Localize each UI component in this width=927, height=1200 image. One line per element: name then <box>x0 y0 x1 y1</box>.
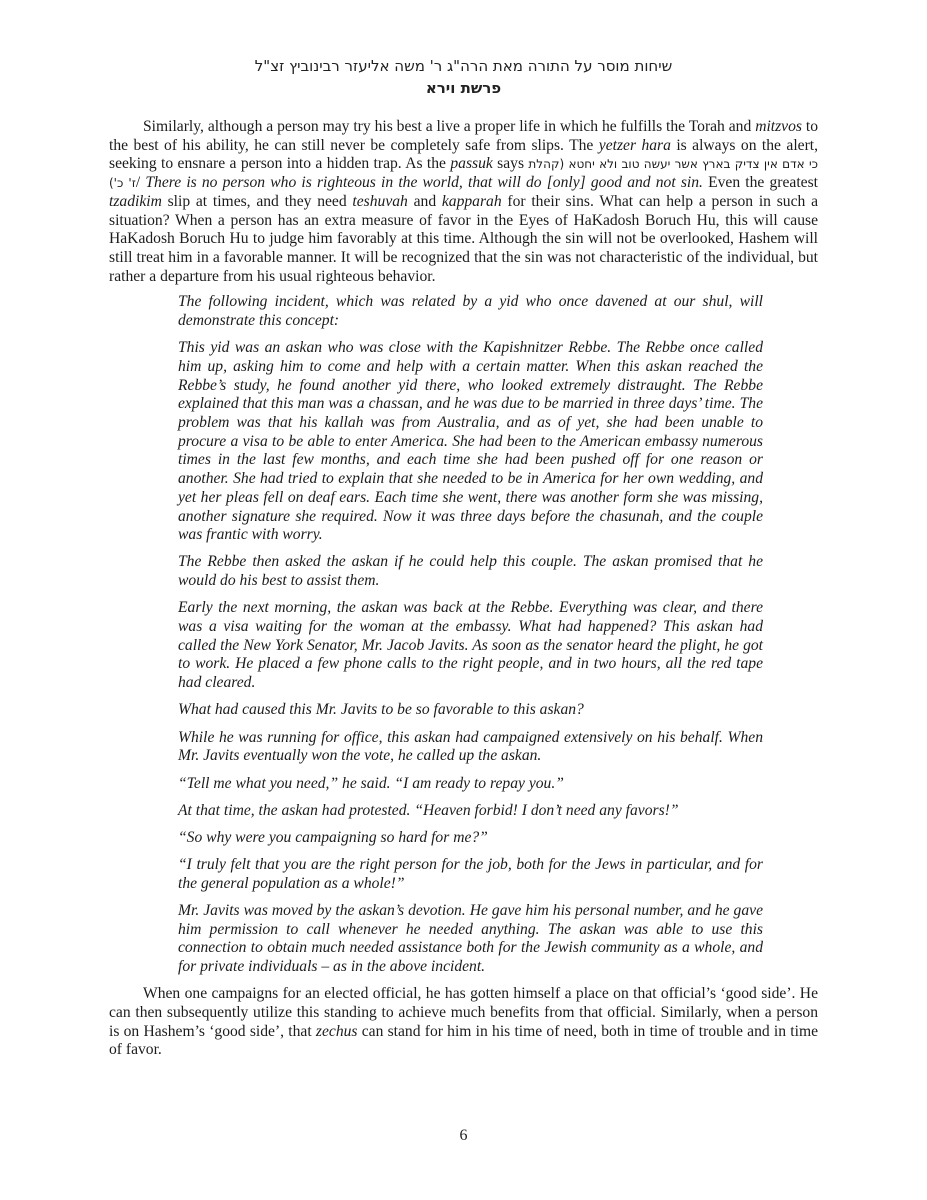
italic-term: kapparah <box>441 192 502 210</box>
intro-paragraph <box>109 118 818 286</box>
italic-term: mitzvos <box>755 118 802 135</box>
story-paragraph: “Tell me what you need,” he said. “I am ready to repay you.” <box>178 774 564 792</box>
header-parsha: פרשת וירא <box>425 79 502 97</box>
text-run: Similarly, although a person may try his best a live a proper life in which he fulfills the Torah and <box>143 118 756 135</box>
story-paragraph: Mr. Javits was moved by the askan’s devotion. He gave him his personal number, and he gave him permission to call whenever he needed anything. The askan was able to use this connection to obtain much needed assistance both for the Jewish community as a whole, and for private individuals – as in the above incident. <box>178 902 763 976</box>
italic-term: passuk <box>450 155 493 173</box>
page-number: 6 <box>459 1127 468 1144</box>
story-paragraph: What had caused this Mr. Javits to be so favorable to this askan? <box>178 701 584 719</box>
story-paragraph: “I truly felt that you are the right person for the job, both for the Jews in particular, and for the general population as a whole!” <box>178 856 763 892</box>
text-run: can stand for him in his time of need, both in time of trouble and in time of favor. <box>109 1022 818 1059</box>
text-run: slip at times, and they need <box>161 192 353 210</box>
story-paragraph: The Rebbe then asked the askan if he could help this couple. The askan promised that he would do his best to assist them. <box>178 553 763 590</box>
italic-term: yetzer hara <box>598 136 671 154</box>
story-paragraph: The following incident, which was related by a yid who once davened at our shul, will demonstrate this concept: <box>178 293 763 330</box>
text-run: says <box>492 155 529 173</box>
header-title: שיחות מוסר על התורה מאת הרה"ג ר' משה אליעזר רבינוביץ זצ"ל <box>254 57 673 75</box>
text-run: and <box>407 192 442 210</box>
closing-paragraph <box>109 985 818 1060</box>
story-paragraph: While he was running for office, this askan had campaigned extensively on his behalf. When Mr. Javits eventually won the vote, he called up the askan. <box>178 728 763 765</box>
italic-term: teshuvah <box>352 192 408 210</box>
story-paragraph: “So why were you campaigning so hard for me?” <box>178 828 488 846</box>
page-header <box>0 55 927 99</box>
story-paragraph: At that time, the askan had protested. “Heaven forbid! I don’t need any favors!” <box>178 801 679 819</box>
text-run: for their sins. What can help a person in such a situation? When a person has an extra measure of favor in the Eyes of HaKadosh Boruch Hu, this will cause HaKadosh Boruch Hu to judge him favorably at this time. Although the sin will not be overlooked, Hashem will still treat him in a favorable manner. It will be recognized that the sin was not characteristic of the individual, but rather a departure from his usual righteous behavior. <box>109 192 818 285</box>
italic-term: zechus <box>315 1022 358 1040</box>
text-run: / <box>135 174 146 192</box>
story-paragraph: Early the next morning, the askan was back at the Rebbe. Everything was clear, and there was a visa waiting for the woman at the embassy. What had happened? This askan had called the New York Senator, Mr. Jacob Javits. As soon as the senator heard the plight, he got to work. He placed a few phone calls to the right people, and in two hours, all the red tape had cleared. <box>178 599 763 692</box>
hebrew-quote: כי אדם אין צדיק בארץ אשר יעשה טוב ולא יחטא (קהלת ז' כ') <box>109 157 818 191</box>
text-run: is always on the alert, seeking to ensnare a person into a hidden trap. As the <box>109 136 818 173</box>
document-body <box>109 118 818 1060</box>
text-run: When one campaigns for an elected official, he has gotten himself a place on that official’s ‘good side’. He can then subsequently utilize this standing to achieve much benefits from that official. Similarly, when a person is on Hashem’s ‘good side’, that <box>109 985 818 1040</box>
text-run: to the best of his ability, he can still never be completely safe from slips. The <box>109 118 818 154</box>
story-paragraph: This yid was an askan who was close with the Kapishnitzer Rebbe. The Rebbe once called him up, asking him to come and help with a certain matter. When this askan reached the Rebbe’s study, he found another yid there, who looked extremely distraught. The Rebbe explained that this man was a chassan, and he was due to be married in three days’ time. The problem was that his kallah was from Australia, and as of yet, she had been unable to procure a visa to be able to enter America. She had been to the American embassy numerous times in the last few months, and each time she had been pushed off for one reason or another. She had tried to explain that she needed to be in America for her own wedding, and yet her pleas fell on deaf ears. Each time she went, there was another form she was missing, another signature she required. Now it was three days before the chasunah, and the couple was frantic with worry. <box>178 339 763 544</box>
italic-term: tzadikim <box>109 192 162 210</box>
story-block <box>178 293 763 977</box>
text-run: Even the greatest <box>702 174 818 192</box>
italic-term: There is no person who is righteous in the world, that will do [only] good and not sin. <box>145 174 703 192</box>
